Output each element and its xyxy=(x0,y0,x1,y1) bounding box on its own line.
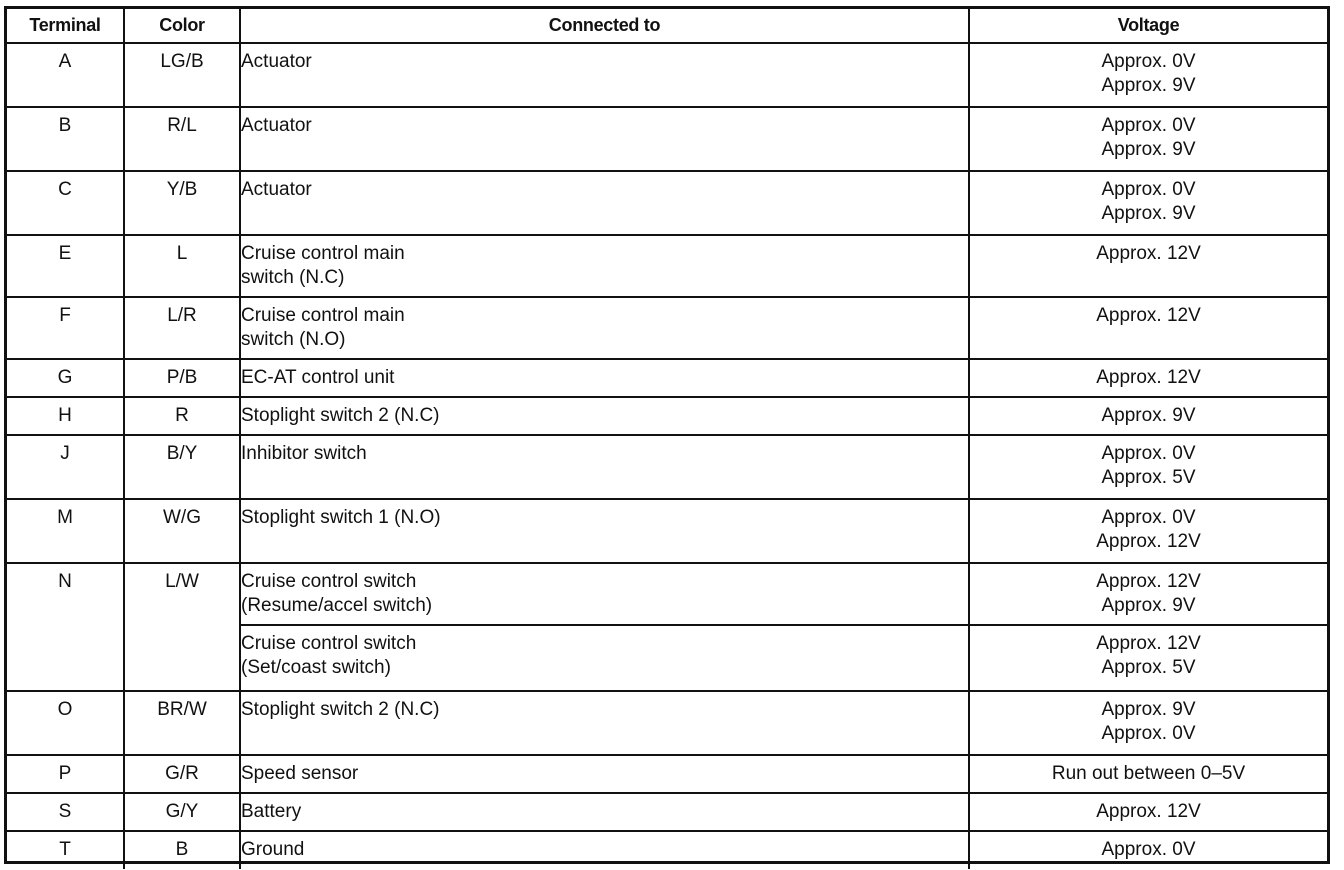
terminal-cell: J xyxy=(7,435,124,499)
voltage-line: Approx. 12V xyxy=(1096,801,1201,822)
connected-line: Cruise control switch xyxy=(241,633,417,654)
table-row xyxy=(7,43,1327,107)
terminal-cell: M xyxy=(7,499,124,563)
table-row xyxy=(7,755,1327,793)
table-row xyxy=(7,691,1327,755)
connected-to-cell xyxy=(240,691,969,755)
connected-to-cell xyxy=(240,397,969,435)
wire-color-cell: R/L xyxy=(124,107,240,171)
connected-to-cell xyxy=(240,563,969,625)
voltage-line: Approx. 0V xyxy=(1101,115,1196,136)
wire-color-cell: L xyxy=(124,235,240,297)
terminal-cell: P xyxy=(7,755,124,793)
terminal-cell: G xyxy=(7,359,124,397)
table-row xyxy=(7,297,1327,359)
terminal-cell: T xyxy=(7,831,124,869)
voltage-line: Approx. 9V xyxy=(1101,595,1196,616)
voltage-line: Approx. 0V xyxy=(1101,839,1196,860)
connected-to-cell xyxy=(240,499,969,563)
connected-line: switch (N.C) xyxy=(241,267,345,288)
voltage-cell xyxy=(969,563,1327,625)
header-voltage: Voltage xyxy=(969,9,1327,43)
terminal-cell: A xyxy=(7,43,124,107)
header-color: Color xyxy=(124,9,240,43)
header-connected-to: Connected to xyxy=(240,9,969,43)
voltage-cell xyxy=(969,107,1327,171)
wire-color-cell: BR/W xyxy=(124,691,240,755)
terminal-cell: B xyxy=(7,107,124,171)
terminal-cell: N xyxy=(7,563,124,691)
connected-line: Battery xyxy=(241,801,302,822)
connected-to-cell xyxy=(240,359,969,397)
table-row xyxy=(7,793,1327,831)
voltage-cell xyxy=(969,397,1327,435)
connected-line: (Set/coast switch) xyxy=(241,657,391,678)
voltage-cell xyxy=(969,235,1327,297)
terminal-cell: F xyxy=(7,297,124,359)
voltage-cell xyxy=(969,171,1327,235)
wire-color-cell: W/G xyxy=(124,499,240,563)
voltage-line: Approx. 12V xyxy=(1096,367,1201,388)
voltage-line: Approx. 9V xyxy=(1101,405,1196,426)
connected-line: Cruise control main xyxy=(241,305,405,326)
voltage-line: Run out between 0–5V xyxy=(1051,763,1246,784)
connected-to-cell xyxy=(240,235,969,297)
table-row xyxy=(7,435,1327,499)
connected-line: Ground xyxy=(241,839,305,860)
connected-to-cell xyxy=(240,43,969,107)
table-row xyxy=(7,107,1327,171)
connected-to-cell xyxy=(240,107,969,171)
connected-line: EC-AT control unit xyxy=(241,367,395,388)
voltage-cell xyxy=(969,755,1327,793)
voltage-line: Approx. 5V xyxy=(1101,467,1196,488)
header-terminal: Terminal xyxy=(7,9,124,43)
voltage-cell xyxy=(969,831,1327,869)
connected-to-cell xyxy=(240,831,969,869)
voltage-cell xyxy=(969,793,1327,831)
connected-to-cell xyxy=(240,435,969,499)
voltage-line: Approx. 0V xyxy=(1101,507,1196,528)
wire-color-cell: B xyxy=(124,831,240,869)
voltage-line: Approx. 12V xyxy=(1096,243,1201,264)
wire-color-cell: R xyxy=(124,397,240,435)
connected-line: Speed sensor xyxy=(241,763,359,784)
voltage-line: Approx. 12V xyxy=(1096,633,1201,654)
connected-to-cell xyxy=(240,755,969,793)
connected-to-cell xyxy=(240,297,969,359)
connected-to-cell xyxy=(240,793,969,831)
voltage-cell xyxy=(969,625,1327,691)
connected-line: Stoplight switch 2 (N.C) xyxy=(241,699,440,720)
wire-color-cell: LG/B xyxy=(124,43,240,107)
connected-line: Stoplight switch 1 (N.O) xyxy=(241,507,441,528)
wire-color-cell: B/Y xyxy=(124,435,240,499)
connected-line: switch (N.O) xyxy=(241,329,346,350)
connected-line: Actuator xyxy=(241,51,312,72)
voltage-line: Approx. 12V xyxy=(1096,531,1201,552)
connected-line: (Resume/accel switch) xyxy=(241,595,433,616)
voltage-cell xyxy=(969,359,1327,397)
table-row xyxy=(7,831,1327,869)
connected-to-cell xyxy=(240,625,969,691)
header-row xyxy=(7,9,1327,43)
voltage-line: Approx. 9V xyxy=(1101,203,1196,224)
wire-color-cell: L/R xyxy=(124,297,240,359)
connected-line: Actuator xyxy=(241,179,312,200)
table-row xyxy=(7,563,1327,625)
terminal-cell: H xyxy=(7,397,124,435)
voltage-cell xyxy=(969,691,1327,755)
table-row xyxy=(7,171,1327,235)
terminal-cell: S xyxy=(7,793,124,831)
voltage-line: Approx. 0V xyxy=(1101,179,1196,200)
wire-color-cell: L/W xyxy=(124,563,240,691)
voltage-line: Approx. 5V xyxy=(1101,657,1196,678)
voltage-line: Approx. 12V xyxy=(1096,305,1201,326)
wire-color-cell: G/R xyxy=(124,755,240,793)
terminal-voltage-table xyxy=(7,9,1327,869)
table-row xyxy=(7,235,1327,297)
connected-line: Cruise control switch xyxy=(241,571,417,592)
terminal-spec-document xyxy=(4,6,1330,864)
terminal-cell: C xyxy=(7,171,124,235)
connected-line: Stoplight switch 2 (N.C) xyxy=(241,405,440,426)
voltage-cell xyxy=(969,435,1327,499)
wire-color-cell: G/Y xyxy=(124,793,240,831)
wire-color-cell: Y/B xyxy=(124,171,240,235)
connected-to-cell xyxy=(240,171,969,235)
voltage-cell xyxy=(969,43,1327,107)
voltage-line: Approx. 12V xyxy=(1096,571,1201,592)
table-row xyxy=(7,499,1327,563)
connected-line: Inhibitor switch xyxy=(241,443,367,464)
connected-line: Actuator xyxy=(241,115,312,136)
table-row xyxy=(7,359,1327,397)
voltage-line: Approx. 0V xyxy=(1101,51,1196,72)
connected-line: Cruise control main xyxy=(241,243,405,264)
voltage-line: Approx. 9V xyxy=(1101,699,1196,720)
voltage-cell xyxy=(969,297,1327,359)
voltage-line: Approx. 9V xyxy=(1101,139,1196,160)
terminal-cell: O xyxy=(7,691,124,755)
wire-color-cell: P/B xyxy=(124,359,240,397)
table-row xyxy=(7,397,1327,435)
voltage-cell xyxy=(969,499,1327,563)
voltage-line: Approx. 0V xyxy=(1101,443,1196,464)
voltage-line: Approx. 9V xyxy=(1101,75,1196,96)
terminal-cell: E xyxy=(7,235,124,297)
voltage-line: Approx. 0V xyxy=(1101,723,1196,744)
